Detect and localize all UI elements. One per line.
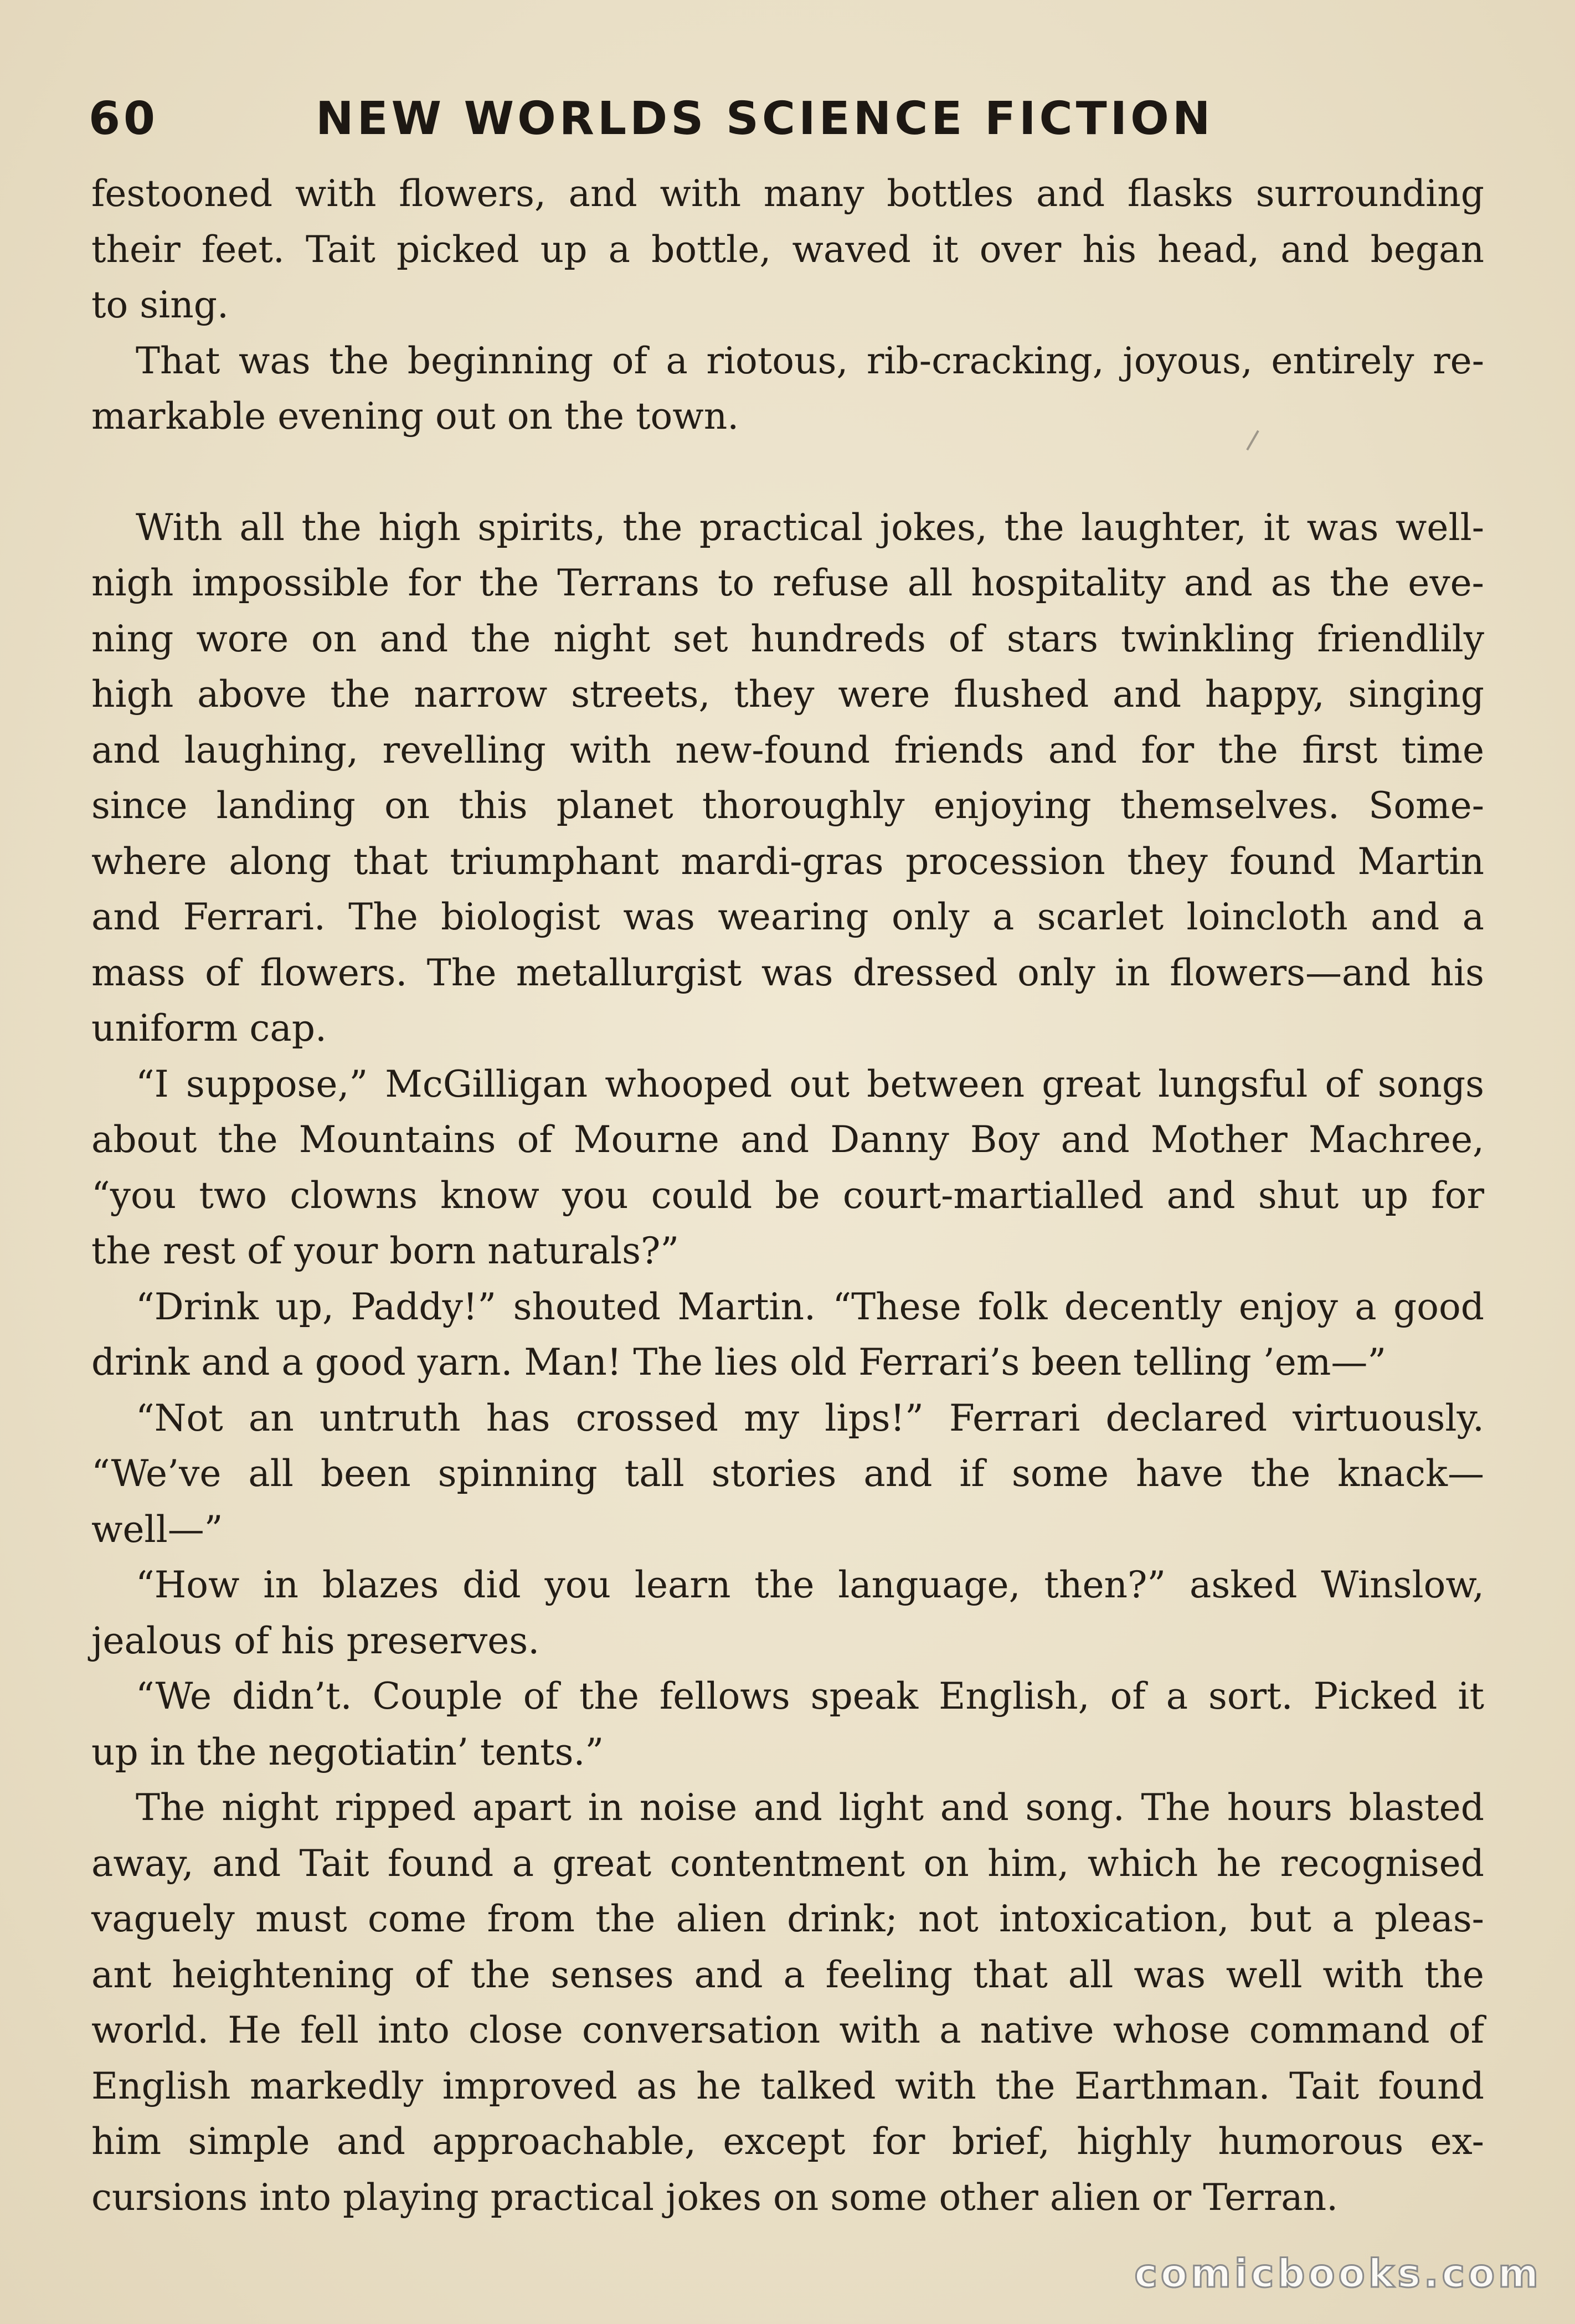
- paragraph: [91, 500, 1484, 1057]
- text-line: markable evening out on the town.: [91, 395, 739, 438]
- story-text: [91, 166, 1484, 2225]
- text-line: uniform cap.: [91, 1007, 327, 1050]
- text-line: “I suppose,” McGilligan whooped out between great lungsful of songs: [136, 1062, 1484, 1106]
- text-line: ning wore on and the night set hundreds of stars twinkling friendlily: [91, 617, 1484, 660]
- text-line: jealous of his preserves.: [91, 1619, 540, 1662]
- section-break: [91, 445, 1484, 500]
- text-line: drink and a good yarn. Man! The lies old Ferrari’s been telling ’em—”: [91, 1341, 1387, 1384]
- text-line: where along that triumphant mardi-gras procession they found Martin: [91, 840, 1484, 883]
- text-line: and Ferrari. The biologist was wearing only a scarlet loincloth and a: [91, 896, 1484, 938]
- text-line: about the Mountains of Mourne and Danny Boy and Mother Machree,: [91, 1118, 1484, 1161]
- paragraph: [91, 333, 1484, 445]
- magazine-title: NEW WORLDS SCIENCE FICTION: [316, 92, 1214, 145]
- paragraph: [91, 1279, 1484, 1391]
- page-number: 60: [89, 92, 159, 145]
- paragraph: [91, 1057, 1484, 1279]
- text-line: With all the high spirits, the practical jokes, the laughter, it was well-: [136, 506, 1484, 549]
- watermark: comicbooks.com: [1134, 2251, 1542, 2296]
- text-line: the rest of your born naturals?”: [91, 1230, 680, 1272]
- text-line: high above the narrow streets, they were flushed and happy, singing: [91, 673, 1484, 716]
- text-line: nigh impossible for the Terrans to refuse all hospitality and as the eve-: [91, 562, 1484, 604]
- text-line: English markedly improved as he talked with the Earthman. Tait found: [91, 2064, 1484, 2107]
- paragraph: [91, 166, 1484, 333]
- text-line: away, and Tait found a great contentment on him, which he recognised: [91, 1842, 1484, 1885]
- text-line: “Not an untruth has crossed my lips!” Ferrari declared virtuously.: [136, 1396, 1484, 1439]
- text-line: and laughing, revelling with new-found friends and for the first time: [91, 728, 1484, 772]
- text-line: since landing on this planet thoroughly enjoying themselves. Some-: [91, 784, 1484, 827]
- text-line: to sing.: [91, 284, 229, 326]
- text-line: world. He fell into close conversation with a native whose command of: [91, 2009, 1484, 2052]
- paragraph: [91, 1780, 1484, 2225]
- text-line: festooned with flowers, and with many bottles and flasks surrounding: [91, 172, 1484, 215]
- text-line: up in the negotiatin’ tents.”: [91, 1730, 604, 1773]
- text-line: mass of flowers. The metallurgist was dressed only in flowers—and his: [91, 951, 1484, 994]
- text-line: their feet. Tait picked up a bottle, waved it over his head, and began: [91, 228, 1484, 271]
- text-line: vaguely must come from the alien drink; not intoxication, but a pleas-: [91, 1898, 1484, 1940]
- text-line: That was the beginning of a riotous, rib-cracking, joyous, entirely re-: [136, 339, 1484, 382]
- text-line: cursions into playing practical jokes on some other alien or Terran.: [91, 2176, 1339, 2219]
- paragraph: [91, 1557, 1484, 1669]
- text-line: “Drink up, Paddy!” shouted Martin. “These folk decently enjoy a good: [136, 1285, 1484, 1328]
- text-line: “you two clowns know you could be court-martialled and shut up for: [91, 1174, 1484, 1217]
- text-line: well—”: [91, 1508, 223, 1551]
- paragraph: [91, 1391, 1484, 1558]
- text-line: him simple and approachable, except for brief, highly humorous ex-: [91, 2120, 1484, 2163]
- paragraph: [91, 1669, 1484, 1780]
- text-line: ant heightening of the senses and a feeling that all was well with the: [91, 1953, 1484, 1996]
- running-header: [89, 89, 1506, 150]
- text-line: “We’ve all been spinning tall stories and if some have the knack—: [91, 1452, 1484, 1495]
- text-line: “We didn’t. Couple of the fellows speak English, of a sort. Picked it: [136, 1675, 1484, 1718]
- text-line: “How in blazes did you learn the language, then?” asked Winslow,: [136, 1564, 1484, 1606]
- text-line: The night ripped apart in noise and light and song. The hours blasted: [136, 1786, 1484, 1829]
